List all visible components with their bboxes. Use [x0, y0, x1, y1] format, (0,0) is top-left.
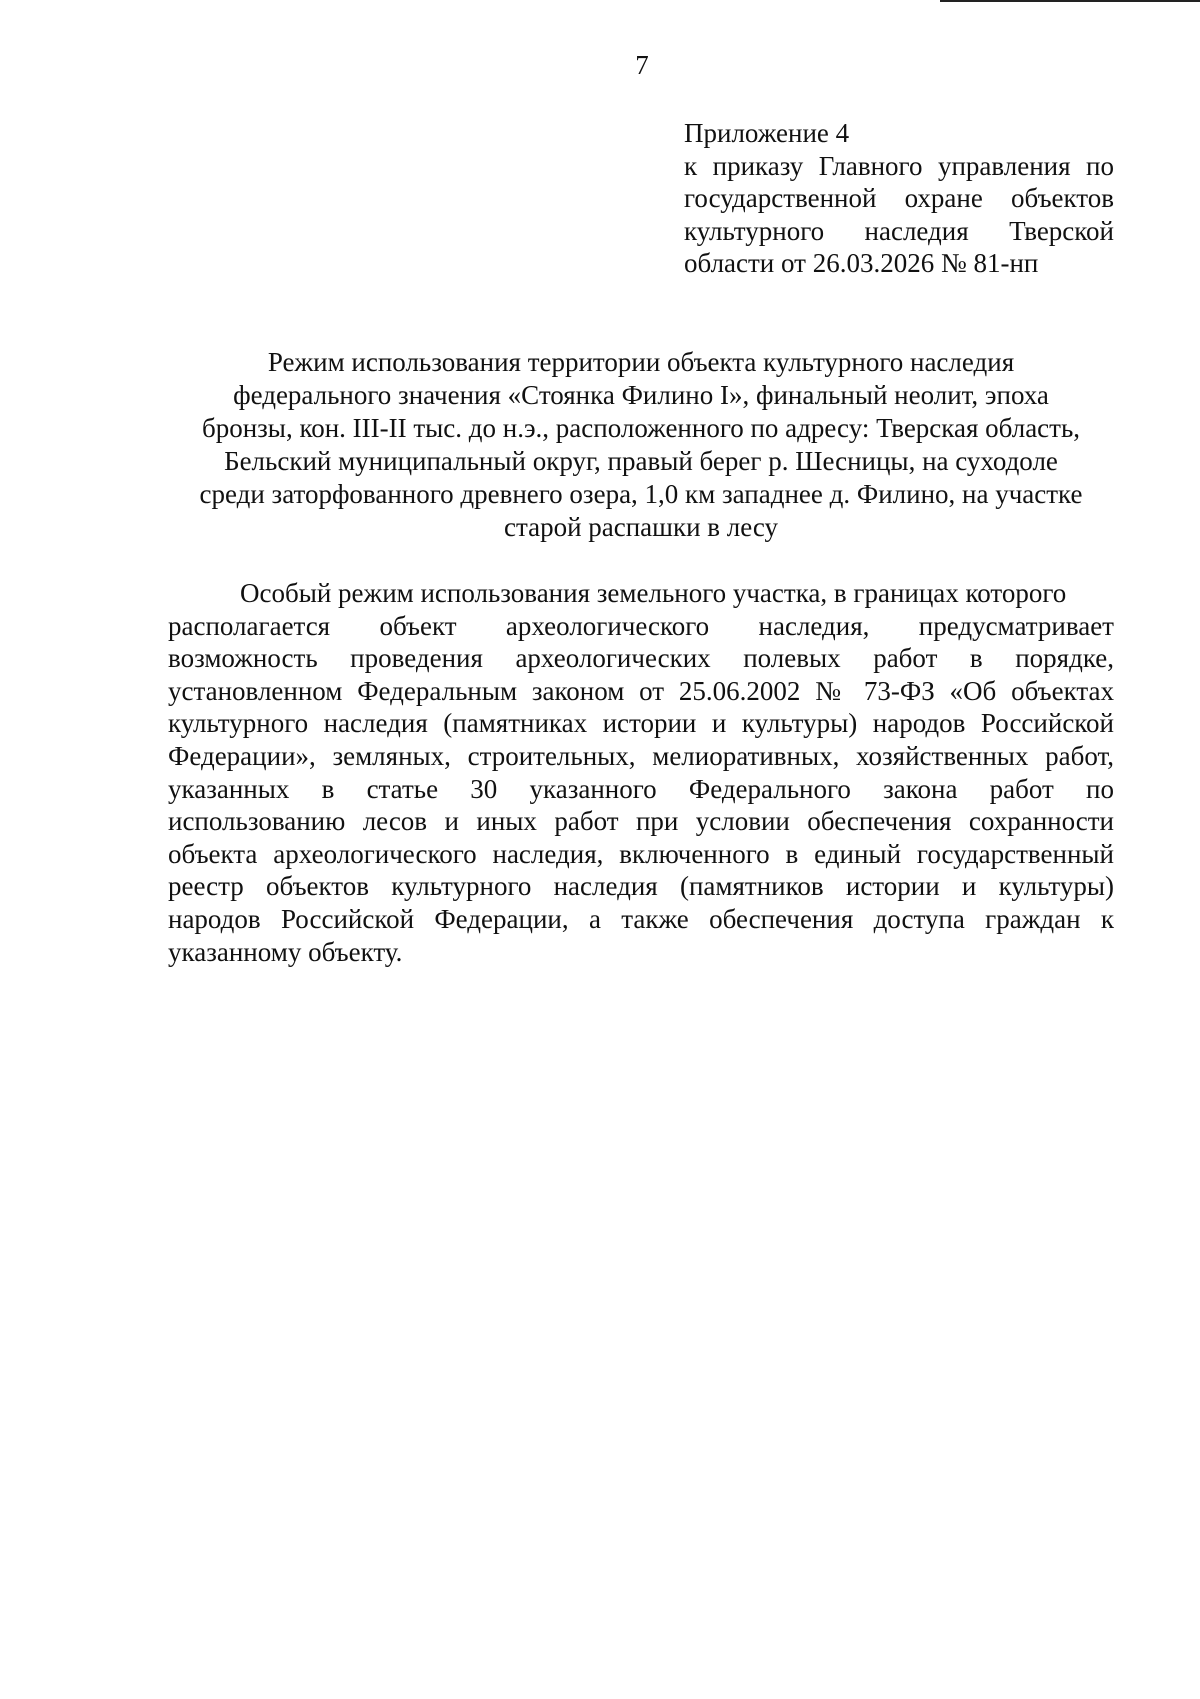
body-line: культурного наследия (памятниках истории и культуры) народов Российской: [168, 708, 1114, 739]
appendix-line: к приказу Главного управления по: [684, 150, 1114, 181]
appendix-line: области от 26.03.2026 № 81-нп: [684, 248, 1039, 278]
page-number: 7: [635, 50, 649, 80]
title-line: Режим использования территории объекта культурного наследия: [267, 347, 1015, 377]
body-line: Особый режим использования земельного участка, в границах которого: [240, 578, 1067, 608]
body-line: возможность проведения археологических полевых работ в порядке,: [168, 643, 1114, 674]
body-line: указанному объекту.: [168, 936, 403, 967]
title-line: Бельский муниципальный округ, правый берег р. Шесницы, на суходоле: [224, 446, 1058, 476]
document-title: [168, 346, 1114, 544]
body-line: народов Российской Федерации, а также обеспечения доступа граждан к: [168, 903, 1114, 934]
body-paragraph: [168, 577, 1114, 968]
body-line: использованию лесов и иных работ при условии обеспечения сохранности: [168, 806, 1114, 837]
appendix-line: Приложение 4: [684, 118, 850, 148]
body-line: располагается объект археологического наследия, предусматривает: [168, 610, 1114, 641]
appendix-line: культурного наследия Тверской: [684, 215, 1114, 246]
title-line: федерального значения «Стоянка Филино I», финальный неолит, эпоха: [233, 380, 1049, 410]
body-line: установленном Федеральным законом от 25.06.2002 № 73-ФЗ «Об объектах: [168, 675, 1114, 706]
body-line: реестр объектов культурного наследия (памятников истории и культуры): [168, 871, 1114, 902]
body-line: объекта археологического наследия, включенного в единый государственный: [168, 838, 1114, 869]
body-line: указанных в статье 30 указанного Федерального закона работ по: [168, 773, 1114, 804]
title-line: бронзы, кон. III-II тыс. до н.э., расположенного по адресу: Тверская область,: [201, 413, 1081, 443]
appendix-line: государственной охране объектов: [684, 183, 1114, 213]
top-edge-rule: [940, 0, 1200, 2]
title-line: среди заторфованного древнего озера, 1,0 км западнее д. Филино, на участке: [199, 479, 1083, 509]
title-line: старой распашки в лесу: [503, 512, 779, 542]
appendix-header: [684, 117, 1114, 280]
body-line: Федерации», земляных, строительных, мелиоративных, хозяйственных работ,: [168, 740, 1114, 771]
